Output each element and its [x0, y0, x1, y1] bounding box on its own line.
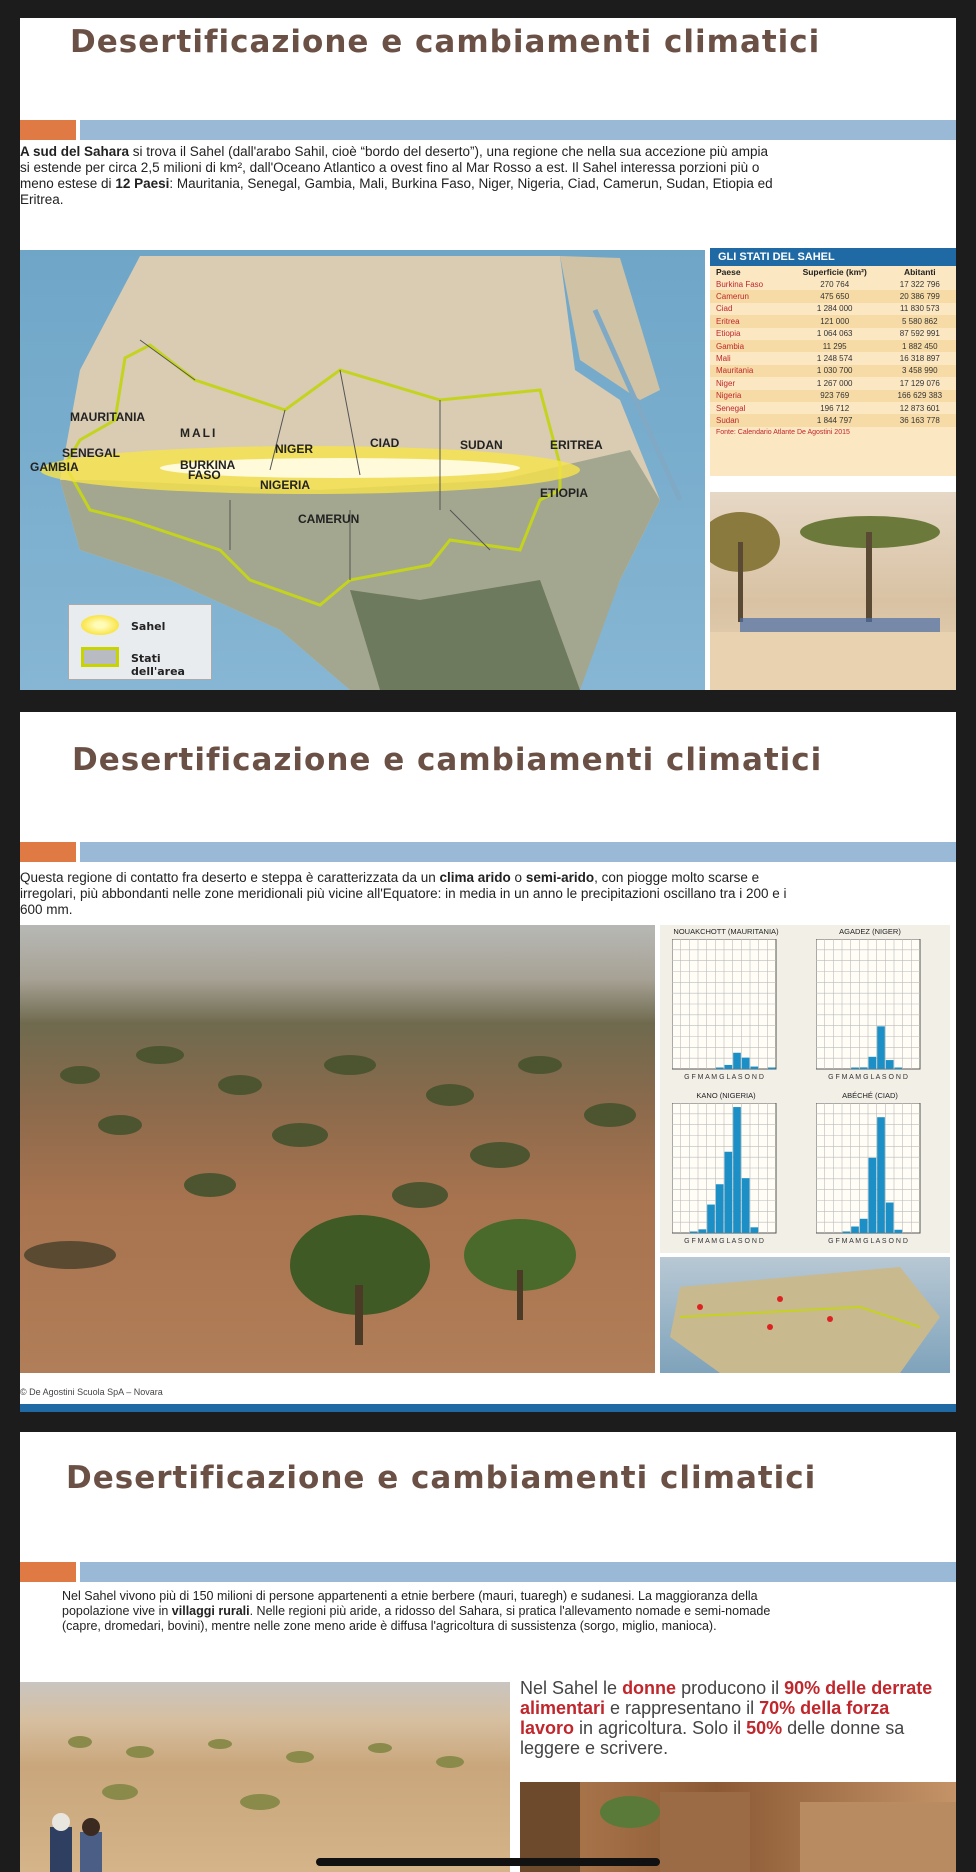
month-axis-labels: G F M A M G L A S O N D: [828, 1074, 908, 1081]
map-label-senegal: SENEGAL: [62, 446, 121, 460]
paragraph-text: producono il: [676, 1678, 785, 1698]
legend-sahel-label: Sahel: [131, 620, 166, 633]
table-cell-superficie: 1 284 000: [816, 304, 853, 314]
legend-stati-label: Stati dell'area: [131, 652, 185, 678]
rainfall-bar: [733, 1107, 741, 1233]
table-cell-abitanti: 5 580 862: [884, 315, 956, 327]
map-legend: [68, 604, 212, 680]
slide-2: [20, 712, 956, 1412]
rainfall-bar: [843, 1232, 851, 1234]
table-header: Abitanti: [903, 267, 936, 277]
intro-paragraph: [20, 144, 780, 208]
slide-title: Desertificazione e cambiamenti climatici: [72, 742, 823, 778]
table-row: [710, 290, 956, 302]
paragraph-text: , con piogge molto scarse e irregolari, più abbondanti nelle zone meridionali più vicine all'Equatore: in media in un anno le precipitazioni oscillano tra i 200 e i 600 mm.: [20, 870, 787, 917]
table-header: Superficie (km²): [802, 267, 867, 277]
rainfall-bar: [869, 1057, 877, 1069]
rainfall-bar: [751, 1067, 759, 1069]
highlight-text: villaggi rurali: [171, 1604, 250, 1618]
table-cell-superficie: 11 295: [786, 340, 884, 352]
rainfall-bar: [725, 1065, 733, 1069]
table-cell-abitanti: 1 882 450: [884, 340, 956, 352]
table-cell-abitanti: 3 458 990: [884, 365, 956, 377]
chart-title: NOUAKCHOTT (MAURITANIA): [673, 927, 779, 936]
highlight-text: 50%: [746, 1718, 783, 1738]
highlight-text: 70% della forza lavoro: [520, 1698, 890, 1738]
table-cell-paese: Mauritania: [710, 365, 786, 377]
table-cell-paese: Senegal: [716, 403, 746, 413]
table-cell-abitanti: 166 629 383: [884, 390, 956, 402]
highlight-text: A sud del Sahara: [20, 144, 130, 159]
slide-title: Desertificazione e cambiamenti climatici: [66, 1460, 817, 1496]
rainfall-bar: [869, 1158, 877, 1233]
women-statistic: [520, 1678, 940, 1758]
highlight-text: 12 Paesi: [115, 176, 170, 191]
rainfall-chart-abeche: [810, 1091, 950, 1249]
sahel-swatch: [81, 615, 119, 635]
rainfall-bar: [860, 1219, 868, 1233]
paragraph-text: e rappresentano il: [605, 1698, 760, 1718]
rainfall-bar: [895, 1068, 903, 1070]
slide-title: Desertificazione e cambiamenti climatici: [70, 24, 821, 60]
table-cell-superficie: 475 650: [786, 290, 884, 302]
map-label-burkina: BURKINA: [180, 458, 236, 472]
table-cell-paese: Ciad: [716, 304, 733, 314]
table-cell-superficie: 923 769: [786, 390, 884, 402]
rainfall-bar: [725, 1152, 733, 1233]
rainfall-bar: [751, 1227, 759, 1233]
rainfall-bar: [886, 1060, 894, 1069]
rainfall-bar: [895, 1230, 903, 1233]
table-cell-abitanti: 87 592 991: [899, 329, 940, 339]
table-cell-superficie: 196 712: [820, 403, 850, 413]
rainfall-bar: [742, 1058, 750, 1069]
rainfall-chart-svg: [816, 939, 940, 1083]
table-cell-abitanti: 17 129 076: [899, 378, 940, 388]
month-axis-labels: G F M A M G L A S O N D: [684, 1074, 764, 1081]
rainfall-bar: [877, 1026, 885, 1069]
rainfall-bar: [699, 1229, 707, 1233]
title-rule: [20, 842, 956, 862]
paragraph-text: . Nelle regioni più aride, a ridosso del Sahara, si pratica l'allevamento nomade e semi-nomade (capre, dromedari, bovini), mentre nelle zone meno aride è diffusa l'agricoltura di sussistenza (sorgo, miglio, manioca).: [62, 1604, 771, 1633]
table-cell-superficie: 1 248 574: [816, 354, 853, 364]
map-label-sudan: SUDAN: [460, 438, 503, 452]
table-cell-paese: Burkina Faso: [716, 279, 764, 289]
table-cell-superficie: 1 064 063: [816, 329, 853, 339]
table-cell-abitanti: 11 830 573: [900, 304, 940, 314]
table-cell-paese: Gambia: [710, 340, 786, 352]
sahel-map: [20, 250, 705, 690]
rainfall-bar: [716, 1068, 724, 1070]
title-rule: [20, 1562, 956, 1582]
table-row: [710, 414, 956, 426]
paragraph-text: Questa regione di contatto fra deserto e steppa è caratterizzata da un: [20, 870, 440, 885]
table-row: [710, 328, 956, 340]
paragraph-text: Nel Sahel vivono più di 150 milioni di persone appartenenti a etnie berbere (mauri, tuaregh) e sudanesi. La maggioranza della popolazione vive in: [62, 1589, 758, 1618]
climate-paragraph: [20, 870, 810, 918]
map-label-mali: MALI: [180, 426, 218, 440]
table-cell-paese: Sudan: [710, 414, 786, 426]
population-paragraph: [62, 1589, 792, 1634]
highlight-text: clima arido: [439, 870, 511, 885]
table-row: [710, 377, 956, 389]
table-row: [710, 352, 956, 364]
table-row: [710, 340, 956, 352]
rainfall-bar: [860, 1067, 868, 1069]
paragraph-text: si trova il Sahel (dall'arabo Sahil, cioè “bordo del deserto”), una regione che nella sua accezione più ampia si estende per circa 2,5 milioni di km², dall'Oceano Atlantico a ovest fino al Mar Rosso a est. Il Sahel interessa porzioni più o meno estese di: [20, 144, 768, 191]
table-row: [710, 402, 956, 414]
table-row: [710, 303, 956, 315]
table-row: [710, 390, 956, 402]
table-cell-abitanti: 16 318 897: [899, 354, 940, 364]
highlight-text: semi-arido: [525, 870, 595, 885]
table-header: Paese: [716, 267, 741, 277]
table-cell-abitanti: 17 322 796: [899, 279, 940, 289]
paragraph-text: in agricoltura. Solo il: [574, 1718, 747, 1738]
map-label-niger: NIGER: [275, 442, 314, 456]
highlight-text: 90% delle derrate alimentari: [520, 1678, 933, 1718]
paragraph-text: delle donne sa leggere e scrivere.: [520, 1718, 905, 1758]
table-row: [710, 315, 956, 327]
savanna-photo: [20, 925, 655, 1373]
rainfall-chart-nouakchott: [666, 927, 806, 1085]
table-cell-paese: Eritrea: [710, 315, 786, 327]
table-cell-abitanti: 12 873 601: [899, 403, 940, 413]
rainfall-bar: [690, 1232, 698, 1234]
table-cell-superficie: 1 030 700: [786, 365, 884, 377]
rainfall-bar: [851, 1068, 859, 1070]
table-row: [710, 278, 956, 290]
stati-swatch: [81, 647, 119, 667]
image-credit: © De Agostini Scuola SpA – Novara: [20, 1387, 163, 1397]
map-label-faso: FASO: [188, 468, 221, 482]
month-axis-labels: G F M A M G L A S O N D: [828, 1238, 908, 1245]
rainfall-bar: [877, 1117, 885, 1233]
map-label-ciad: CIAD: [370, 436, 400, 450]
nomads-photo: [20, 1682, 510, 1872]
chart-title: AGADEZ (NIGER): [839, 927, 901, 936]
paragraph-text: o: [510, 870, 526, 885]
rainfall-bar: [768, 1068, 776, 1070]
table-cell-paese: Camerun: [710, 290, 786, 302]
stati-sahel-table: [710, 248, 956, 476]
table-cell-superficie: 1 844 797: [786, 414, 884, 426]
chart-title: KANO (NIGERIA): [696, 1091, 756, 1100]
map-label-camerun: CAMERUN: [298, 512, 360, 526]
acacia-photo: [710, 492, 956, 690]
slide-3: [20, 1432, 956, 1872]
rainfall-chart-kano: [666, 1091, 806, 1249]
table-cell-superficie: 270 764: [820, 279, 850, 289]
paragraph-text: : Mauritania, Senegal, Gambia, Mali, Burkina Faso, Niger, Nigeria, Ciad, Camerun, Sudan, Etiopia ed Eritrea.: [20, 176, 773, 207]
map-label-etiopia: ETIOPIA: [540, 486, 589, 500]
rainfall-chart-svg: [816, 1103, 940, 1247]
table-cell-paese: Mali: [716, 354, 731, 364]
table-cell-paese: Niger: [716, 378, 736, 388]
slide-1: [20, 18, 956, 690]
chart-title: ABÉCHÉ (CIAD): [842, 1091, 898, 1100]
rainfall-chart-svg: [672, 1103, 796, 1247]
rainfall-bar: [716, 1184, 724, 1233]
rainfall-chart-svg: [672, 939, 796, 1083]
table-source: Fonte: Calendario Atlante De Agostini 2015: [716, 428, 850, 436]
highlight-text: donne: [622, 1678, 677, 1698]
table-title: GLI STATI DEL SAHEL: [710, 248, 956, 266]
rainfall-bar: [886, 1203, 894, 1233]
rainfall-bar: [851, 1227, 859, 1234]
map-label-gambia: GAMBIA: [30, 460, 79, 474]
stations-minimap: [660, 1257, 950, 1373]
table-cell-paese: Nigeria: [710, 390, 786, 402]
rainfall-bar: [733, 1053, 741, 1069]
map-label-nigeria: NIGERIA: [260, 478, 311, 492]
rainfall-bar: [742, 1178, 750, 1233]
table-cell-abitanti: 36 163 778: [884, 414, 956, 426]
paragraph-text: Nel Sahel le: [520, 1678, 623, 1698]
table-cell-superficie: 1 267 000: [816, 378, 853, 388]
table-row: [710, 365, 956, 377]
map-label-eritrea: ERITREA: [550, 438, 603, 452]
month-axis-labels: G F M A M G L A S O N D: [684, 1238, 764, 1245]
title-rule: [20, 120, 956, 140]
bottom-bar: [20, 1404, 956, 1412]
table-cell-paese: Etiopia: [716, 329, 741, 339]
rainfall-charts: [660, 925, 950, 1253]
map-label-mauritania: MAURITANIA: [70, 410, 146, 424]
rainfall-chart-agadez: [810, 927, 950, 1085]
home-indicator[interactable]: [316, 1858, 660, 1866]
rainfall-bar: [707, 1205, 715, 1233]
table-cell-superficie: 121 000: [786, 315, 884, 327]
table-cell-abitanti: 20 386 799: [884, 290, 956, 302]
